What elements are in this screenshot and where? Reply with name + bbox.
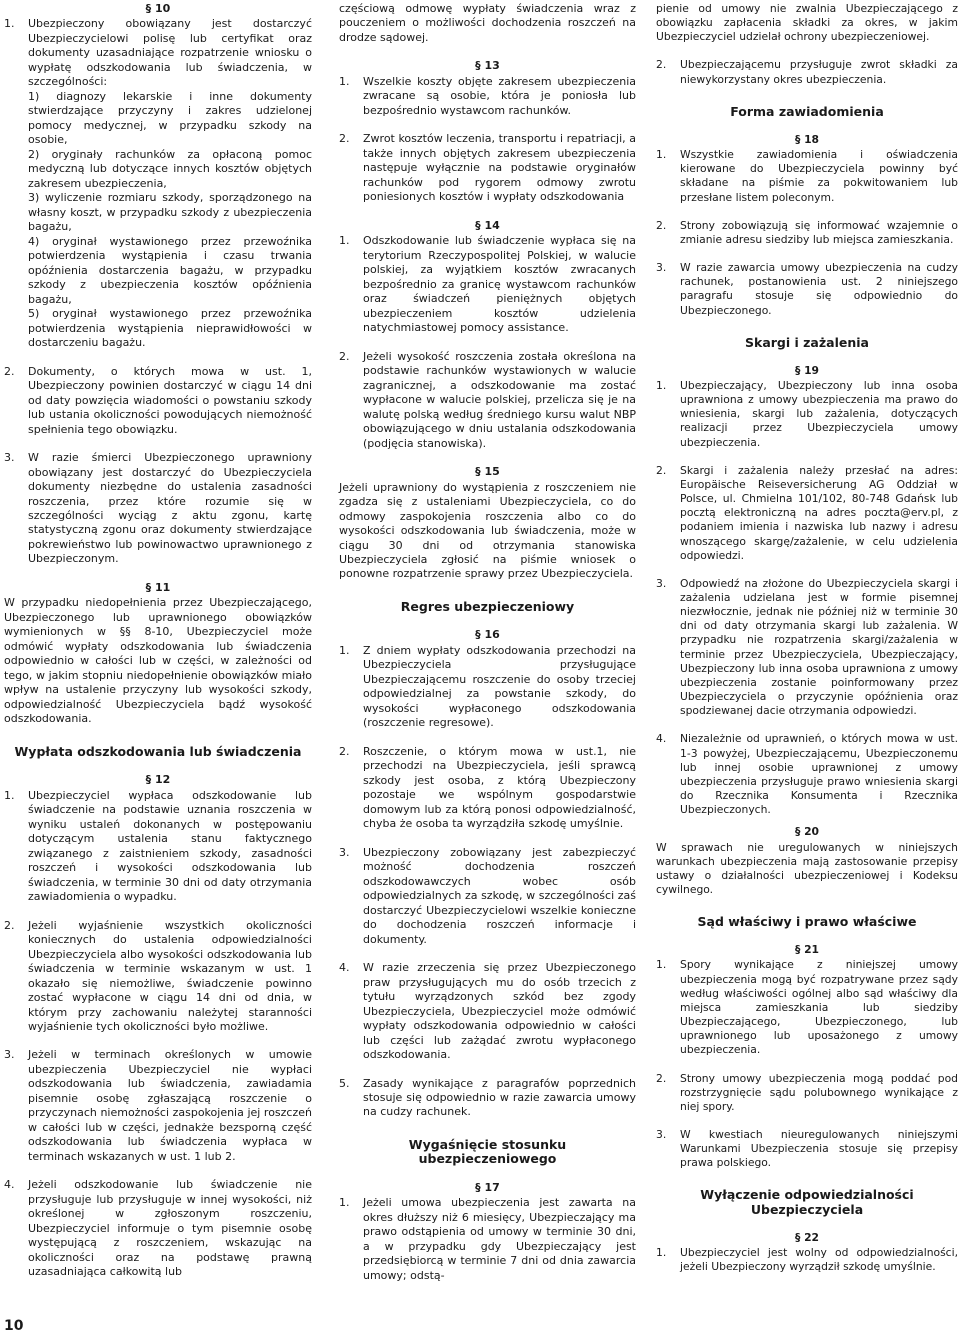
item-text: Ubezpieczający, Ubezpieczony lub inna osoba uprawniona z umowy ubezpieczenia ma prawo do wniesienia, skargi lub zażalenia, dotyczących realizacji przez Ubezpieczyciela umowy ubezpieczenia. (680, 378, 958, 449)
paragraph: W sprawach nie uregulowanych w niniejszych warunkach ubezpieczenia mają zastosowanie przepisy ustawy o działalności ubezpieczeniowej i Kodeksu cywilnego. (656, 840, 958, 896)
sub-item: 4) oryginał wystawionego przez przewoźnika potwierdzenia wystąpienia i czasu trwania opóźnienia dostarczenia bagażu, w przypadku szkody z ubezpieczenia kosztów opóźnienia bagażu, (28, 234, 312, 306)
list-item (4, 1178, 312, 1279)
item-text: Jeżeli wysokość roszczenia została określona na podstawie rachunków wystawionych w walucie zagranicznej, a odszkodowanie ma zostać wypłacone w walucie polskiej, przelicza się je na walutę polską według średniego kursu walut NBP obowiązującego w dniu ustalania odszkodowania (podjęcia stanowiska). (363, 349, 636, 450)
item-text: Jeżeli w terminach określonych w umowie ubezpieczenia Ubezpieczyciel nie wypłaci odszkodowania lub świadczenia, zawiadamia pisemnie osobę zgłaszającą roszczenie o przyczynach niemożności zaspokojenia jej roszczeń w całości lub w części, jednakże bezsporną część odszkodowania lub świadczenia wypłaca w terminach wskazanych w ust. 1 lub 2. (28, 1048, 312, 1163)
item-number: 1. (656, 378, 667, 392)
list-item (656, 261, 958, 318)
item-number: 1. (339, 74, 350, 88)
item-text: W kwestiach nieuregulowanych niniejszymi Warunkami Ubezpieczenia stosuje się przepisy prawa polskiego. (680, 1128, 958, 1170)
item-number: 1. (656, 1245, 667, 1259)
section-heading-20: § 20 (794, 825, 820, 839)
section-heading-18: § 18 (794, 132, 820, 146)
item-text: Strony zobowiązują się informować wzajemnie o zmianie adresu siedziby lub miejsca zamieszkania. (680, 218, 958, 246)
list-item (656, 464, 958, 563)
section-heading-22: § 22 (794, 1230, 820, 1244)
item-text: Odpowiedź na złożone do Ubezpieczyciela skargi i zażalenia udzielana jest w formie pisemnej niezwłocznie, jednak nie później niż w terminie 30 dni od daty otrzymania skargi lub zażalenia. W przypadku nie rozpatrzenia skargi/zażalenia w terminie przez Ubezpieczyciela, Ubezpieczający, Ubezpieczony lub inna osoba uprawniona z umowy ubezpieczenia zostanie poinformowany przez Ubezpieczyciela o przyczynie opóźnienia oraz spodziewanej dacie otrzymania odpowiedzi. (680, 576, 958, 718)
list-item (656, 958, 958, 1057)
item-text: Jeżeli wyjaśnienie wszystkich okoliczności koniecznych do ustalenia odpowiedzialności Ubezpieczyciela albo wysokości odszkodowania lub świadczenia w terminie wskazanym w ust. 1 okazało się niemożliwe, świadczenie powinno zostać wypłacone w ciągu 14 dni od dnia, w którym przy zachowaniu należytej staranności wyjaśnienie tych okoliczności było możliwe. (28, 918, 312, 1033)
page-number: 10 (4, 1318, 24, 1334)
list-item (339, 961, 636, 1062)
section-heading-14: § 14 (475, 218, 500, 232)
list-item (656, 148, 958, 205)
item-text: Ubezpieczyciel jest wolny od odpowiedzialności, jeżeli Ubezpieczony wyrządził szkodę umyślnie. (680, 1245, 958, 1274)
item-text: Wszystkie zawiadomienia i oświadczenia kierowane do Ubezpieczyciela powinny być składane na piśmie za pokwitowaniem lub przesłane listem poleconym. (680, 148, 958, 204)
column-middle (339, 2, 636, 1297)
item-number: 4. (4, 1178, 15, 1192)
section-heading-12: § 12 (145, 773, 171, 787)
item-number: 2. (656, 1071, 667, 1085)
list-item (339, 75, 636, 118)
paragraph: W przypadku niedopełnienia przez Ubezpieczającego, Ubezpieczonego lub uprawnionego obowiązków wymienionych w §§ 8-10, Ubezpieczyciel może odmówić wypłaty odszkodowania lub świadczenia odpowiednio w całości lub w części, w zależności od tego, w jakim stopniu niedopełnienie obowiązków miało wpływ na ustalenie przyczyny lub wysokości szkody, odpowiedzialność Ubezpieczyciela bądź wysokość odszkodowania. (4, 596, 312, 726)
sub-item: 3) wyliczenie rozmiaru szkody, sporządzonego na własny koszt, w przypadku szkody z ubezpieczenia bagażu, (28, 191, 312, 234)
item-number: 3. (4, 451, 15, 465)
list-item (4, 1048, 312, 1164)
item-number: 3. (339, 845, 350, 859)
chapter-heading: Wygaśnięcie stosunku ubezpieczeniowego (408, 1136, 567, 1167)
section-heading-10: § 10 (145, 2, 171, 15)
list-item (339, 644, 636, 731)
list-item (656, 732, 958, 817)
item-text: W razie śmierci Ubezpieczonego uprawniony obowiązany jest dostarczyć do Ubezpieczyciela dokumenty niezbędne do ustalenia zasadności roszczenia, przez które rozumie się w szczególności wyciąg z aktu zgonu, kartę statystyczną zgonu oraz dokumenty stwierdzające pokrewieństwo lub powinowactwo uprawnionego z Ubezpieczonym. (28, 451, 312, 566)
item-number: 4. (656, 732, 667, 746)
list-item (339, 745, 636, 832)
section-heading-17: § 17 (475, 1180, 500, 1194)
item-text: Z dniem wypłaty odszkodowania przechodzi na Ubezpieczyciela przysługujące Ubezpieczającemu roszczenie do osoby trzeciej odpowiedzialnej za powstanie szkody, do wysokości wypłaconego odszkodowania (roszczenie regresowe). (363, 643, 636, 730)
list-item (656, 219, 958, 247)
item-number: 1. (339, 1196, 350, 1210)
item-number: 5. (339, 1076, 350, 1090)
item-text: Jeżeli odszkodowanie lub świadczenie nie przysługuje lub przysługuje w innej wysokości, niż określonej w zgłoszonym roszczeniu, Ubezpieczyciel informuje o tym pisemnie osobę występującą z roszczeniem, wskazując na okoliczności oraz na podstawę prawną uzasadniająca całkowitą lub (28, 1178, 312, 1279)
list-item (339, 1077, 636, 1120)
list-item (4, 789, 312, 905)
item-text: Ubezpieczyciel wypłaca odszkodowanie lub świadczenie na podstawie uznania roszczenia w wyniku ustaleń dokonanych w postępowaniu dotyczącym ustalenia stanu faktycznego związanego z zaistnieniem szkody, zasadności roszczeń i wysokości odszkodowania lub świadczenia, w terminie 30 dni od daty otrzymania zawiadomienia o wypadku. (28, 788, 312, 904)
list-item (339, 846, 636, 947)
item-text: Roszczenie, o którym mowa w ust.1, nie przechodzi na Ubezpieczyciela, jeśli sprawcą szkody jest osoba, z którą Ubezpieczony pozostaje we wspólnym gospodarstwie domowym lub za którą ponosi odpowiedzialność, chyba że osoba ta wyrządziła szkodę umyślnie. (363, 744, 636, 831)
item-text: Wszelkie koszty objęte zakresem ubezpieczenia zwracane są osobie, która je poniosła lub bezpośrednio wystawcom rachunków. (363, 74, 636, 117)
item-number: 1. (339, 234, 350, 248)
section-heading-11: § 11 (145, 580, 171, 594)
list-item (656, 1128, 958, 1170)
item-number: 1. (4, 17, 15, 31)
sub-item: 1) diagnozy lekarskie i inne dokumenty stwierdzające przyczyny i zakres udzielonej pomocy medycznej, w przypadku szkody na osobie, (28, 89, 312, 147)
list-item (339, 1196, 636, 1283)
chapter-heading: Forma zawiadomienia (730, 103, 884, 119)
item-text: Odszkodowanie lub świadczenie wypłaca się na terytorium Rzeczypospolitej Polskiej, w walucie polskiej, za wyjątkiem kosztów zwracanych bezpośrednio za granicę wystawcom rachunków oraz świadczeń pieniężnych objętych ubezpieczeniem kosztów udzielenia natychmiastowej pomocy assistance. (363, 234, 636, 335)
item-text: Jeżeli umowa ubezpieczenia jest zawarta na okres dłuższy niż 6 miesięcy, Ubezpieczający ma prawo odstąpienia od umowy w terminie 30 dni, a w przypadku gdy Ubezpieczający jest przedsiębiorcą w terminie 7 dni od dnia zawarcia umowy; odstą- (363, 1196, 636, 1282)
item-text: Niezależnie od uprawnień, o których mowa w ust. 1-3 powyżej, Ubezpieczającemu, Ubezpieczonemu lub innej osobie uprawnionej z umowy ubezpieczenia przysługuje prawo wniesienia skargi do Rzecznika Konsumenta i Rzecznika Ubezpieczonych. (680, 732, 958, 817)
section-heading-15: § 15 (475, 465, 500, 479)
item-text: Ubezpieczony zobowiązany jest zabezpieczyć możność dochodzenia roszczeń odszkodowawczych wobec osób odpowiedzialnych za szkodę, w szczególności zaś dostarczyć Ubezpieczycielowi wszelkie konieczne do dochodzenia roszczeń informacje i dokumenty. (363, 845, 636, 946)
column-left (4, 2, 312, 1294)
item-number: 2. (656, 58, 667, 72)
item-number: 3. (4, 1048, 15, 1062)
item-text: Strony umowy ubezpieczenia mogą poddać pod rozstrzygnięcie sądu polubownego wynikające z niej spory. (680, 1071, 958, 1113)
item-text: W razie zawarcia umowy ubezpieczenia na cudzy rachunek, postanowienia ust. 2 niniejszego paragrafu stosuje się odpowiednio do Ubezpieczonego. (680, 261, 958, 317)
item-text: Spory wynikające z niniejszej umowy ubezpieczenia mogą być rozpatrywane przez sądy według właściwości ogólnej albo sąd właściwy dla miejsca zamieszkania lub siedziby Ubezpieczającego, Ubezpieczonego, lub uprawnionego lub uposażonego z umowy ubezpieczenia. (680, 958, 958, 1057)
list-item (339, 350, 636, 451)
list-item (656, 379, 958, 450)
chapter-heading: Wyłączenie odpowiedzialności Ubezpieczyciela (700, 1187, 914, 1217)
chapter-heading: Regres ubezpieczeniowy (400, 598, 575, 614)
list-item (656, 58, 958, 86)
item-number: 2. (339, 132, 350, 146)
item-text: Ubezpieczającemu przysługuje zwrot składki za niewykorzystany okres ubezpieczenia. (680, 58, 958, 86)
item-number: 1. (656, 958, 667, 972)
section-heading-21: § 21 (794, 943, 820, 957)
item-text: Zasady wynikające z paragrafów poprzednich stosuje się odpowiednio w razie zawarcia umowy na cudzy rachunek. (363, 1076, 636, 1119)
section-heading-16: § 16 (475, 628, 500, 642)
chapter-heading: Wypłata odszkodowania lub świadczenia (14, 743, 302, 759)
list-item (4, 451, 312, 567)
item-number: 2. (4, 918, 15, 932)
item-text: Skargi i zażalenia należy przesłać na adres: Europäische Reiseversicherung AG Oddział w Polsce, ul. Chmielna 101/102, 80-748 Gdańsk lub pocztą elektroniczną na adres poczta@erv.pl, z podaniem imienia i nazwiska lub nazwy i adresu wnoszącego skargę/zażalenie, w celu udzielenia odpowiedzi. (680, 463, 958, 562)
list-item (656, 1246, 958, 1274)
paragraph: Jeżeli uprawniony do wystąpienia z roszczeniem nie zgadza się z ustaleniami Ubezpieczyciela, co do odmowy zaspokojenia roszczenia albo co do wysokości odszkodowania lub świadczenia, może w ciągu 30 dni od otrzymania stanowiska Ubezpieczyciela zgłosić na piśmie wniosek o ponowne rozpatrzenie sprawy przez Ubezpieczyciela. (339, 480, 636, 581)
item-number: 4. (339, 961, 350, 975)
item-number: 1. (656, 148, 667, 162)
item-number: 3. (656, 261, 667, 275)
list-item (339, 132, 636, 204)
item-text: Zwrot kosztów leczenia, transportu i repatriacji, a także innych objętych zakresem ubezpieczenia następuje wyłącznie na podstawie oryginałów rachunków pod rygorem odmowy zwrotu poniesionych kosztów i wypłaty odszkodowania (363, 132, 636, 204)
column-right (656, 2, 958, 1288)
item-number: 1. (4, 788, 15, 802)
item-text: Dokumenty, o których mowa w ust. 1, Ubezpieczony powinien dostarczyć w ciągu 14 dni od daty powzięcia wiadomości o powstaniu szkody lub ustania okoliczności powodujących niemożność spełnienia tego obowiązku. (28, 364, 312, 436)
item-number: 2. (4, 364, 15, 378)
item-number: 3. (656, 1128, 667, 1141)
list-item (339, 234, 636, 335)
section-heading-19: § 19 (794, 363, 820, 377)
chapter-heading: Sąd właściwy i prawo właściwe (697, 914, 917, 930)
list-item (656, 577, 958, 719)
item-number: 3. (656, 576, 667, 590)
item-number: 2. (656, 218, 667, 232)
item-text: Ubezpieczony obowiązany jest dostarczyć Ubezpieczycielowi polisę lub certyfikat oraz dokumenty uzasadniające rozpatrzenie wniosku o wypłatę odszkodowania lub świadczenia, w szczególności: (28, 17, 312, 89)
list-item (4, 919, 312, 1035)
list-item (4, 365, 312, 437)
item-number: 2. (339, 349, 350, 363)
item-number: 2. (656, 463, 667, 477)
continued-text: pienie od umowy nie zwalnia Ubezpieczającego z obowiązku zapłacenia składki za okres, w jakim Ubezpieczyciel udzielał ochrony ubezpieczeniowej. (656, 2, 958, 44)
list-item (656, 1072, 958, 1114)
item-number: 2. (339, 744, 350, 758)
sub-item: 5) oryginał wystawionego przez przewoźnika potwierdzenia wystąpienia nieprawidłowości w dostarczeniu bagażu. (28, 307, 312, 350)
continued-text: częściową odmowę wypłaty świadczenia wraz z pouczeniem o możliwości dochodzenia roszczeń na drodze sądowej. (339, 2, 636, 44)
item-text: W razie zrzeczenia się przez Ubezpieczonego praw przysługujących mu do osób trzecich z tytułu wyrządzonych szkód bez zgody Ubezpieczyciela, Ubezpieczyciel może odmówić wypłaty odszkodowania odpowiednio w całości lub części lub zażądać zwrotu wypłaconego odszkodowania. (363, 961, 636, 1062)
chapter-heading: Skargi i zażalenia (745, 334, 869, 350)
list-item (4, 17, 312, 350)
sub-item: 2) oryginały rachunków za opłaconą pomoc medyczną lub dotyczące innych kosztów objętych zakresem ubezpieczenia, (28, 147, 312, 190)
section-heading-13: § 13 (475, 59, 500, 73)
item-number: 1. (339, 643, 350, 657)
